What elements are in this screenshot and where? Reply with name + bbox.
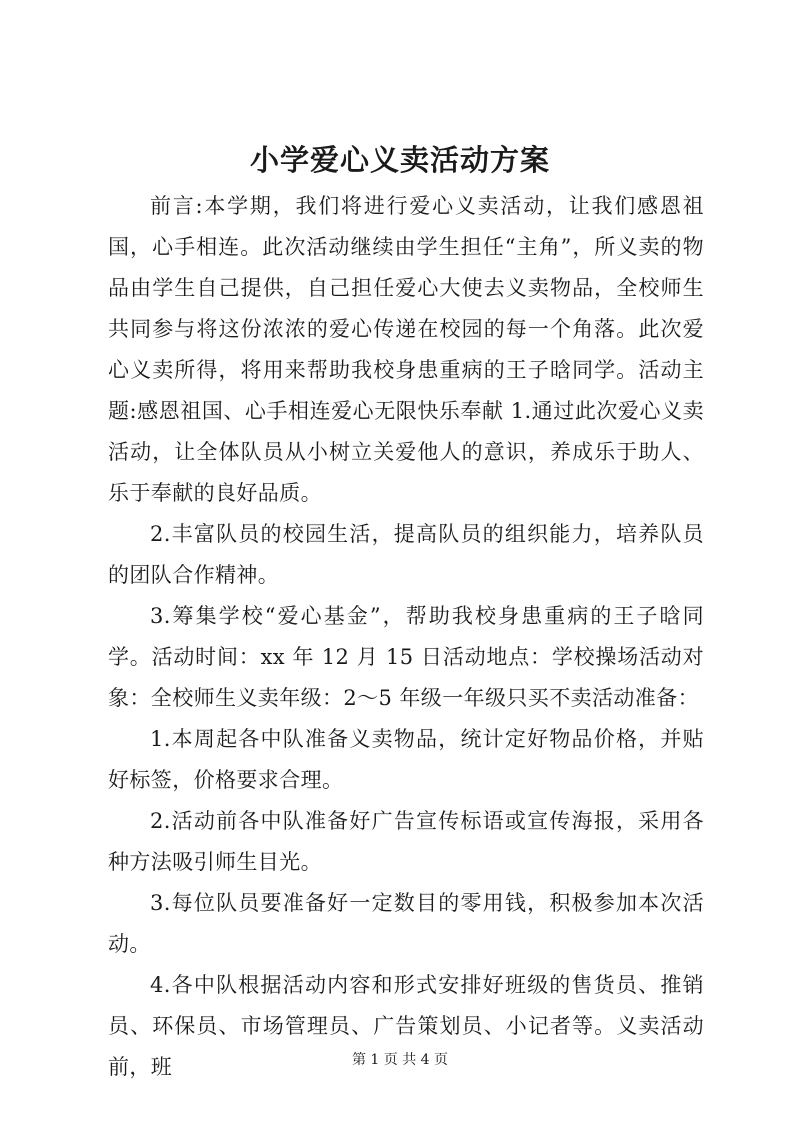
paragraph: 1.本周起各中队准备义卖物品，统计定好物品价格，并贴好标签，价格要求合理。	[108, 727, 704, 792]
paragraph: 3.筹集学校“爱心基金”，帮助我校身患重病的王子晗同学。活动时间：xx 年 12 月 15 日活动地点：学校操场活动对象：全校师生义卖年级：2～5 年级一年级只买不卖活动准备：	[108, 604, 704, 710]
page-number-label: 第 1 页 共 4 页	[351, 1052, 449, 1068]
paragraph: 2.丰富队员的校园生活，提高队员的组织能力，培养队员的团队合作精神。	[108, 522, 704, 587]
page-footer	[0, 1050, 800, 1070]
paragraph: 2.活动前各中队准备好广告宣传标语或宣传海报，采用各种方法吸引师生目光。	[108, 809, 704, 874]
paragraph: 前言:本学期，我们将进行爱心义卖活动，让我们感恩祖国，心手相连。此次活动继续由学生担任“主角”，所义卖的物品由学生自己提供，自己担任爱心大使去义卖物品，全校师生共同参与将这份浓浓的爱心传递在校园的每一个角落。此次爱心义卖所得，将用来帮助我校身患重病的王子晗同学。活动主题:感恩祖国、心手相连爱心无限快乐奉献 1.通过此次爱心义卖活动，让全体队员从小树立关爱他人的意识，养成乐于助人、乐于奉献的良好品质。	[108, 194, 704, 505]
document-title: 小学爱心义卖活动方案	[249, 143, 550, 177]
paragraph: 4.各中队根据活动内容和形式安排好班级的售货员、推销员、环保员、市场管理员、广告策划员、小记者等。义卖活动前，班	[108, 973, 704, 1079]
paragraph: 3.每位队员要准备好一定数目的零用钱，积极参加本次活动。	[108, 891, 704, 956]
document-body	[108, 186, 704, 1088]
